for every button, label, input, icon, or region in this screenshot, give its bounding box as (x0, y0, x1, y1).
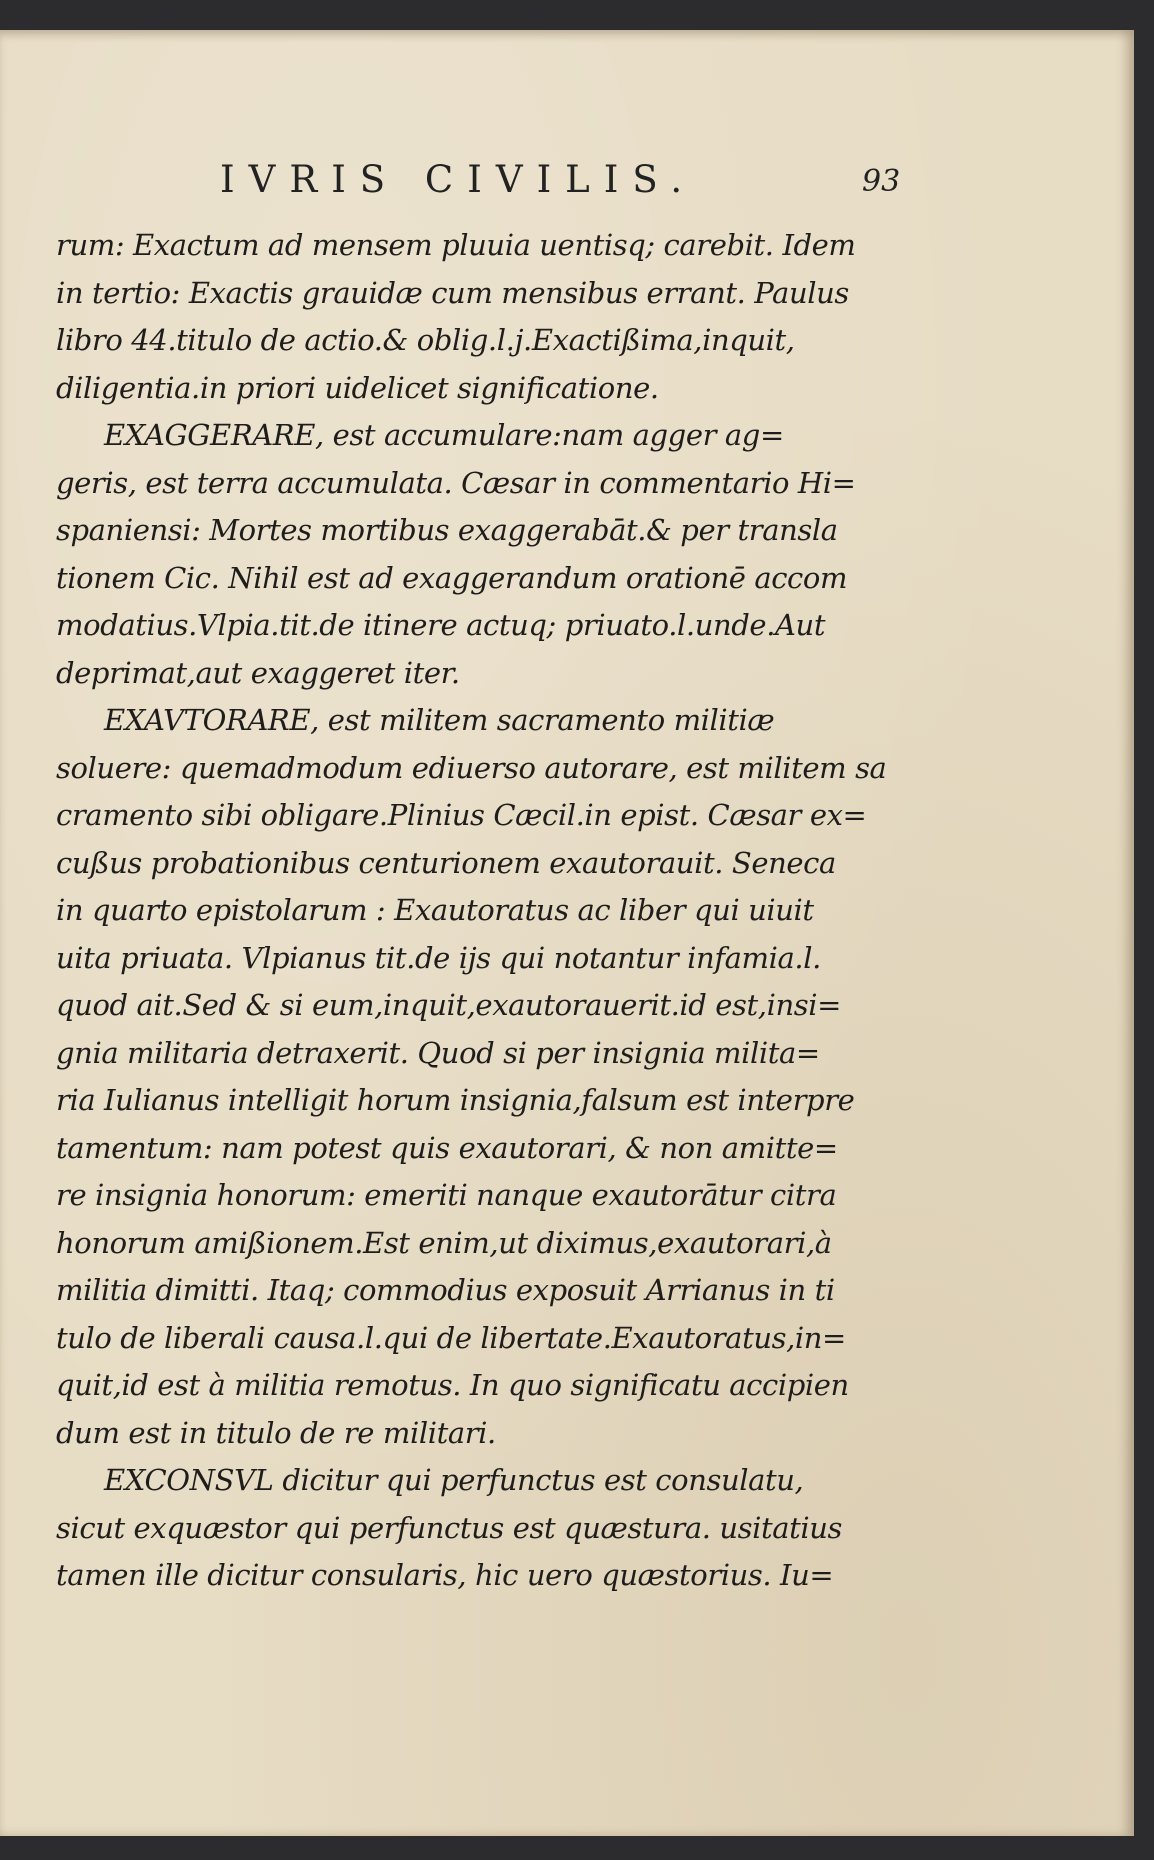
text-line: cußus probationibus centurionem exautorauit. Seneca (56, 845, 836, 880)
paper-sheet (0, 30, 1134, 1836)
entry-exautorare (56, 697, 896, 1457)
entry-first-line: EXCONSVL dicitur qui perfunctus est consulatu, (104, 1463, 804, 1497)
running-head (0, 128, 1134, 201)
text-line: tamen ille dicitur consularis, hic uero quæstorius. Iu= (56, 1558, 834, 1592)
text-line: uita priuata. Vlpianus tit.de ijs qui notantur infamia.l. (56, 940, 821, 975)
body-text (56, 222, 896, 1600)
running-head-title: IVRIS CIVILIS. (220, 158, 697, 201)
text-line: ria Iulianus intelligit horum insignia,falsum est interpre (56, 1083, 855, 1117)
text-line: quod ait.Sed & si eum,inquit,exautorauerit.id est,insi= (56, 988, 842, 1022)
text-line: in quarto epistolarum : Exautoratus ac liber qui uiuit (56, 893, 814, 927)
text-line: militia dimitti. Itaq; commodius exposuit Arrianus in ti (56, 1273, 835, 1307)
text-line: diligentia.in priori uidelicet significatione. (56, 370, 659, 405)
text-line: modatius.Vlpia.tit.de itinere actuq; priuato.l.unde.Aut (56, 608, 826, 642)
text-line: tulo de liberali causa.l.qui de libertate.Exautoratus,in= (56, 1320, 846, 1355)
text-line: re insignia honorum: emeriti nanque exautorātur citra (56, 1178, 837, 1212)
entry-exaggerare (56, 412, 896, 697)
text-line: tamentum: nam potest quis exautorari, & non amitte= (56, 1130, 838, 1165)
text-line: deprimat,aut exaggeret iter. (56, 655, 460, 690)
text-line: dum est in titulo de re militari. (56, 1415, 496, 1450)
text-line: gnia militaria detraxerit. Quod si per insignia milita= (56, 1035, 820, 1070)
entry-first-line: EXAVTORARE, est militem sacramento militiæ (104, 703, 775, 737)
text-line: tionem Cic. Nihil est ad exaggerandum orationē accom (56, 560, 848, 595)
text-line: geris, est terra accumulata. Cæsar in commentario Hi= (56, 465, 856, 500)
text-line: sicut exquæstor qui perfunctus est quæstura. usitatius (56, 1510, 843, 1545)
text-line: spaniensi: Mortes mortibus exaggerabāt.& per transla (56, 513, 838, 547)
text-line: cramento sibi obligare.Plinius Cæcil.in epist. Cæsar ex= (56, 798, 867, 832)
page-number: 93 (862, 164, 901, 199)
entry-first-line: EXAGGERARE, est accumulare:nam agger ag= (104, 418, 784, 452)
text-line: rum: Exactum ad mensem pluuia uentisq; carebit. Idem (56, 228, 856, 262)
text-line: quit,id est à militia remotus. In quo significatu accipien (56, 1368, 849, 1402)
entry-continuation (56, 222, 896, 412)
text-line: soluere: quemadmodum ediuerso autorare, est militem sa (56, 750, 887, 785)
text-line: in tertio: Exactis grauidæ cum mensibus errant. Paulus (56, 275, 849, 310)
entry-exconsul (56, 1457, 896, 1600)
text-line: honorum amißionem.Est enim,ut diximus,exautorari,à (56, 1225, 832, 1260)
text-line: libro 44.titulo de actio.& oblig.l.j.Exactißima,inquit, (56, 323, 795, 357)
